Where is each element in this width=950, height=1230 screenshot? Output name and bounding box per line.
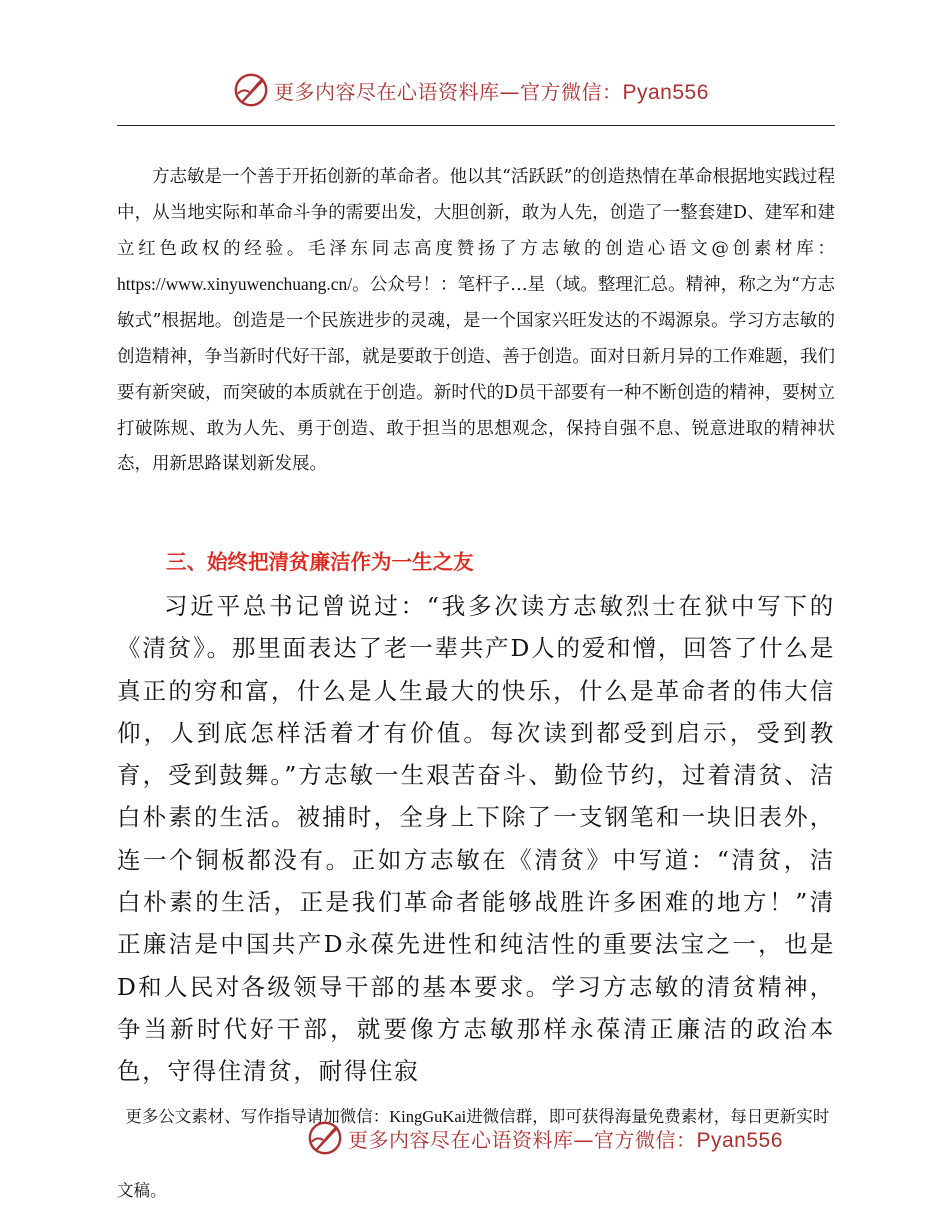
footer-wechat-id: Pyan556 [696, 1128, 783, 1152]
body-paragraph-2: 习近平总书记曾说过：“我多次读方志敏烈士在狱中写下的《清贫》。那里面表达了老一辈共产D人的爱和憎，回答了什么是真正的穷和富，什么是人生最大的快乐，什么是革命者的伟大信仰，人到底怎样活着才有价值。每次读到都受到启示，受到教育，受到鼓舞。”方志敏一生艰苦奋斗、勤俭节约，过着清贫、洁白朴素的生活。被捕时，全身上下除了一支钢笔和一块旧表外，连一个铜板都没有。正如方志敏在《清贫》中写道：“清贫，洁白朴素的生活，正是我们革命者能够战胜许多困难的地方！”清正廉洁是中国共产D永葆先进性和纯洁性的重要法宝之一，也是D和人民对各级领导干部的基本要求。学习方志敏的清贫精神，争当新时代好干部，就要像方志敏那样永葆清正廉洁的政治本色，守得住清贫，耐得住寂 [117, 592, 835, 1086]
header-wechat-id: Pyan556 [622, 80, 709, 104]
footer-banner-label: 更多内容尽在心语资料库—官方微信： [348, 1127, 697, 1152]
header-banner-text [274, 76, 709, 105]
paragraph-1-text-a: 方志敏是一个善于开拓创新的革命者。他以其“活跃跃”的创造热情在革命根据地实践过程中，从当地实际和革命斗争的需要出发，大胆创新，敢为人先，创造了一整套建D、建军和建立红色政权的经验。毛泽东同志高度赞扬了方志敏的创造心语文@创素材库： [117, 167, 835, 259]
section-heading: 三、始终把清贫廉洁作为一生之友 [166, 550, 474, 574]
paragraph-1-url: https://www.xinyuwenchuang.cn/ [117, 274, 353, 295]
pen-nib-logo-icon [306, 1119, 344, 1157]
header-banner [232, 70, 709, 110]
body-paragraph-1 [117, 160, 835, 483]
footer-note-text-b: 进微信群，即可获得海量免费素材，每日更新实时文稿。 [117, 1107, 830, 1200]
pen-nib-logo-icon [232, 71, 270, 109]
paragraph-1-text-b: 。公众号！：笔杆子…星（域。整理汇总。精神，称之为“方志敏式”根据地。创造是一个民族进步的灵魂，是一个国家兴旺发达的不竭源泉。学习方志敏的创造精神，争当新时代好干部，就是要敢于创造、善于创造。面对日新月异的工作难题，我们要有新突破，而突破的本质就在于创造。新时代的D员干部要有一种不断创造的精神，要树立打破陈规、敢为人先、勇于创造、敢于担当的思想观念，保持自强不息、锐意进取的精神状态，用新思路谋划新发展。 [117, 275, 835, 475]
footer-note-text-a: 更多公文素材、写作指导请加微信： [125, 1107, 390, 1126]
footer-note-wechat: KingGuKai [389, 1107, 467, 1126]
footer-banner-text [348, 1124, 783, 1153]
header-banner-label: 更多内容尽在心语资料库—官方微信： [274, 79, 623, 104]
header-divider [117, 125, 835, 126]
footer-banner [306, 1118, 783, 1158]
